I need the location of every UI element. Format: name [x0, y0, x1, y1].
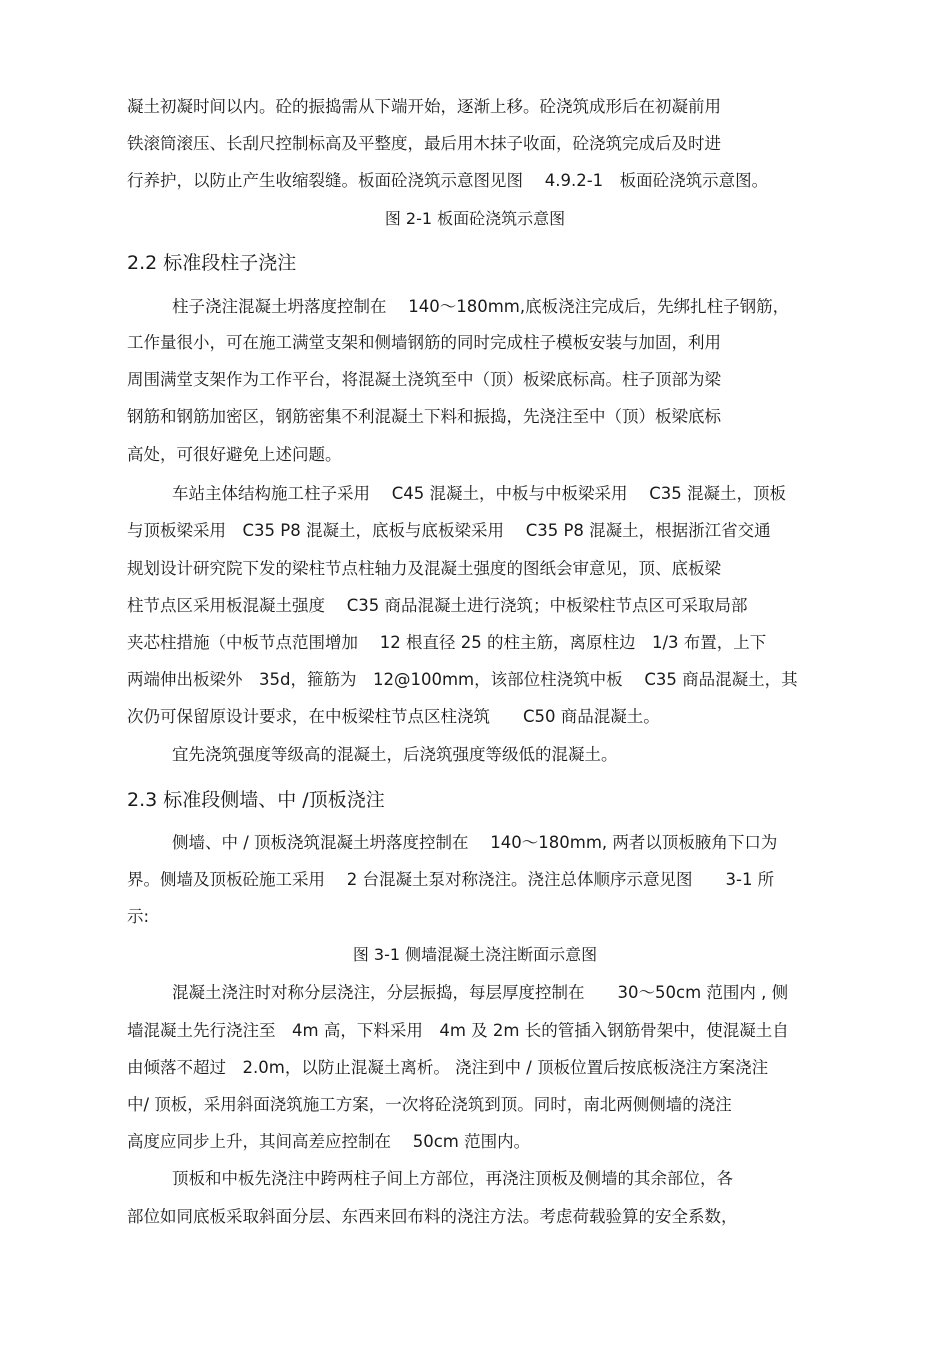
section-heading: 2.2 标准段柱子浇注 [127, 252, 297, 274]
paragraph-line: 规划设计研究院下发的梁柱节点柱轴力及混凝土强度的图纸会审意见，顶、底板梁 [127, 559, 721, 578]
paragraph-line: 由倾落不超过 2.0m，以防止混凝土离析。 浇注到中 / 顶板位置后按底板浇注方案浇注 [127, 1058, 769, 1077]
paragraph-line: 柱子浇注混凝土坍落度控制在 140～180mm,底板浇注完成后，先绑扎柱子钢筋， [172, 297, 790, 316]
paragraph-line: 凝土初凝时间以内。砼的振捣需从下端开始，逐渐上移。砼浇筑成形后在初凝前用 [127, 97, 721, 116]
paragraph-line: 中/ 顶板，采用斜面浇筑施工方案，一次将砼浇筑到顶。同时，南北两侧侧墙的浇注 [127, 1095, 732, 1114]
paragraph-line: 夹芯柱措施（中板节点范围增加 12 根直径 25 的柱主筋，离原柱边 1/3 布置，上下 [127, 633, 767, 652]
paragraph-line: 界。侧墙及顶板砼施工采用 2 台混凝土泵对称浇注。浇注总体顺序示意见图 3-1 所 [127, 870, 775, 889]
paragraph-line: 周围满堂支架作为工作平台，将混凝土浇筑至中（顶）板梁底标高。柱子顶部为梁 [127, 370, 721, 389]
paragraph-line: 与顶板梁采用 C35 P8 混凝土，底板与底板梁采用 C35 P8 混凝土，根据浙江省交通 [127, 521, 771, 540]
paragraph-line: 铁滚筒滚压、长刮尺控制标高及平整度，最后用木抹子收面，砼浇筑完成后及时进 [127, 134, 721, 153]
figure-caption: 图 2-1 板面砼浇筑示意图 [384, 209, 566, 228]
paragraph-line: 顶板和中板先浇注中跨两柱子间上方部位，再浇注顶板及侧墙的其余部位，各 [172, 1169, 733, 1188]
paragraph-line: 混凝土浇注时对称分层浇注，分层振捣，每层厚度控制在 30～50cm 范围内 , 侧 [172, 983, 789, 1002]
paragraph-line: 高处，可很好避免上述问题。 [127, 445, 342, 464]
paragraph-line: 部位如同底板采取斜面分层、东西来回布料的浇注方法。考虑荷载验算的安全系数， [127, 1207, 738, 1226]
paragraph-line: 示: [127, 907, 150, 926]
paragraph-line: 工作量很小，可在施工满堂支架和侧墙钢筋的同时完成柱子模板安装与加固，利用 [127, 333, 721, 352]
figure-caption: 图 3-1 侧墙混凝土浇注断面示意图 [352, 945, 598, 964]
paragraph-line: 侧墙、中 / 顶板浇筑混凝土坍落度控制在 140～180mm, 两者以顶板腋角下口为 [172, 833, 778, 852]
section-heading: 2.3 标准段侧墙、中 /顶板浇注 [127, 789, 385, 811]
paragraph-line: 墙混凝土先行浇注至 4m 高，下料采用 4m 及 2m 长的管插入钢筋骨架中，使混凝土自 [127, 1021, 789, 1040]
paragraph-line: 次仍可保留原设计要求，在中板梁柱节点区柱浇筑 C50 商品混凝土。 [127, 707, 660, 726]
paragraph-line: 钢筋和钢筋加密区，钢筋密集不利混凝土下料和振捣，先浇注至中（顶）板梁底标 [127, 407, 721, 426]
paragraph-line: 两端伸出板梁外 35d，箍筋为 12@100mm，该部位柱浇筑中板 C35 商品混凝土，其 [127, 670, 798, 689]
paragraph-line: 宜先浇筑强度等级高的混凝土，后浇筑强度等级低的混凝土。 [172, 745, 618, 764]
paragraph-line: 高度应同步上升，其间高差应控制在 50cm 范围内。 [127, 1132, 531, 1151]
paragraph-line: 车站主体结构施工柱子采用 C45 混凝土，中板与中板梁采用 C35 混凝土，顶板 [172, 484, 787, 503]
paragraph-line: 行养护，以防止产生收缩裂缝。板面砼浇筑示意图见图 4.9.2-1 板面砼浇筑示意图。 [127, 171, 769, 190]
paragraph-line: 柱节点区采用板混凝土强度 C35 商品混凝土进行浇筑；中板梁柱节点区可采取局部 [127, 596, 748, 615]
